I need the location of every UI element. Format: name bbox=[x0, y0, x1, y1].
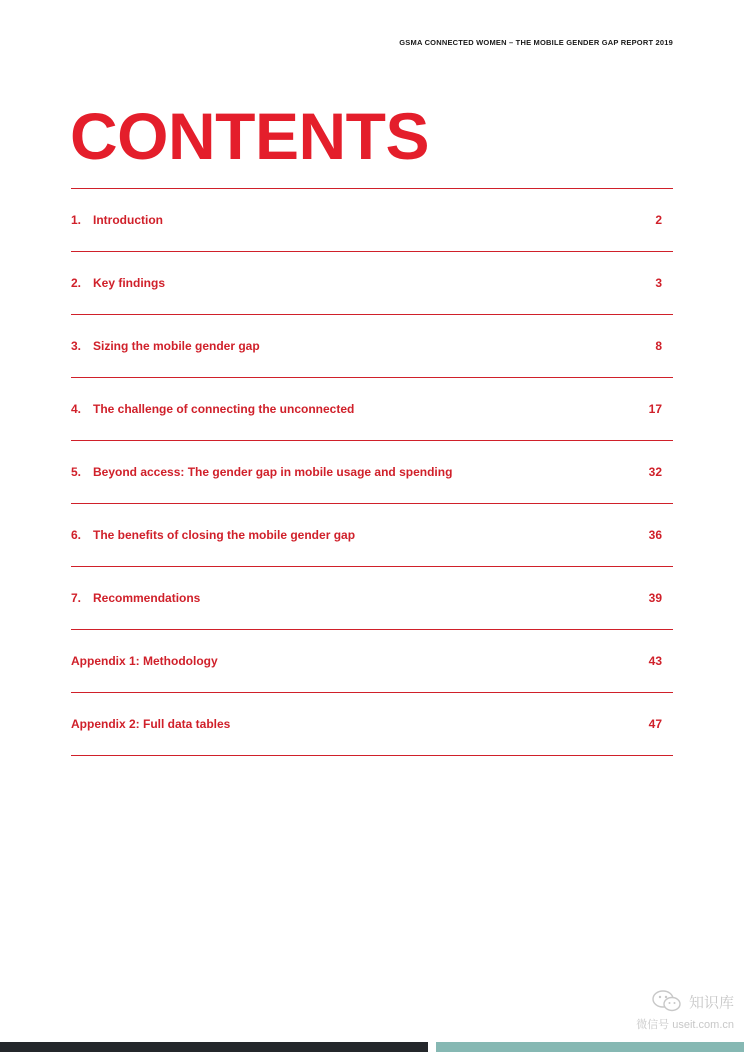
toc-page-number: 2 bbox=[655, 213, 662, 227]
toc-label: Introduction bbox=[93, 213, 163, 227]
toc-label: Key findings bbox=[93, 276, 166, 290]
toc-number: 3. bbox=[71, 339, 82, 353]
toc-label: Appendix 1: Methodology bbox=[71, 654, 218, 668]
toc-page-number: 47 bbox=[648, 717, 662, 731]
toc-entry-introduction[interactable] bbox=[71, 189, 673, 252]
toc-entry-key-findings[interactable] bbox=[71, 252, 673, 315]
footer-bar-dark bbox=[0, 1042, 428, 1052]
toc-label: Beyond access: The gender gap in mobile usage and spending bbox=[93, 465, 453, 479]
table-of-contents bbox=[71, 188, 673, 756]
watermark bbox=[636, 990, 734, 1033]
toc-page-number: 43 bbox=[648, 654, 662, 668]
toc-page-number: 8 bbox=[655, 339, 662, 353]
wechat-icon bbox=[652, 990, 682, 1017]
toc-label: Sizing the mobile gender gap bbox=[93, 339, 260, 353]
toc-page-number: 17 bbox=[648, 402, 662, 416]
toc-number: 2. bbox=[71, 276, 82, 290]
toc-entry-benefits[interactable] bbox=[71, 504, 673, 567]
toc-entry-challenge[interactable] bbox=[71, 378, 673, 441]
toc-page-number: 39 bbox=[648, 591, 662, 605]
toc-number: 7. bbox=[71, 591, 82, 605]
toc-label: The benefits of closing the mobile gender gap bbox=[93, 528, 356, 542]
toc-label: Appendix 2: Full data tables bbox=[71, 717, 231, 731]
toc-label: Recommendations bbox=[93, 591, 201, 605]
running-header: GSMA CONNECTED WOMEN – THE MOBILE GENDER GAP REPORT 2019 bbox=[399, 38, 673, 47]
toc-page-number: 32 bbox=[648, 465, 662, 479]
footer-bar-teal bbox=[436, 1042, 744, 1052]
watermark-brand: 知识库 bbox=[688, 994, 734, 1012]
toc-entry-beyond-access[interactable] bbox=[71, 441, 673, 504]
toc-entry-recommendations[interactable] bbox=[71, 567, 673, 630]
toc-number: 5. bbox=[71, 465, 82, 479]
toc-page-number: 3 bbox=[655, 276, 662, 290]
toc-entry-appendix-1[interactable] bbox=[71, 630, 673, 693]
toc-number: 1. bbox=[71, 213, 82, 227]
toc-number: 4. bbox=[71, 402, 82, 416]
toc-number: 6. bbox=[71, 528, 82, 542]
watermark-account: 微信号 useit.com.cn bbox=[636, 1019, 734, 1031]
toc-entry-appendix-2[interactable] bbox=[71, 693, 673, 756]
page-title: CONTENTS bbox=[70, 99, 429, 173]
toc-page-number: 36 bbox=[648, 528, 662, 542]
toc-label: The challenge of connecting the unconnected bbox=[93, 402, 355, 416]
toc-entry-sizing-gap[interactable] bbox=[71, 315, 673, 378]
